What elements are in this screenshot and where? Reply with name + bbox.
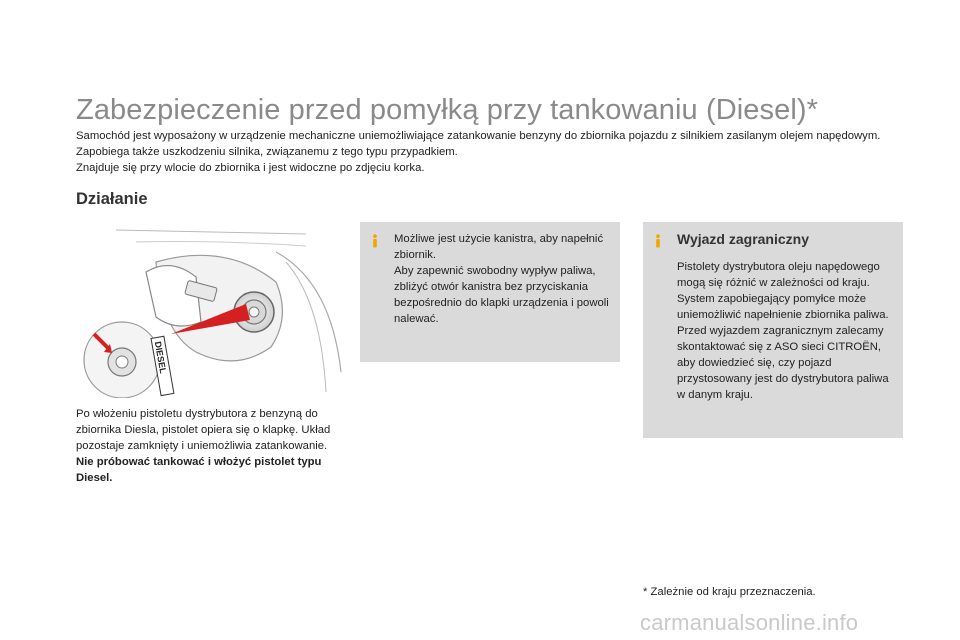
watermark: carmanualsonline.info xyxy=(640,610,859,635)
diesel-label: DIESEL xyxy=(152,340,169,375)
info-box-2-p1: Pistolety dystrybutora oleju napędowego mogą się różnić w zależności od kraju. System zapobiegający pomyłce może uniemożliwić napełnienie zbiornika paliwa. xyxy=(677,261,889,321)
operation-text xyxy=(76,406,356,486)
info-box-travel-abroad xyxy=(643,222,903,438)
fuel-filler-illustration xyxy=(76,222,346,398)
operation-normal: Po włożeniu pistoletu dystrybutora z benzyną do zbiornika Diesla, pistolet opiera się o klapkę. Układ pozostaje zamknięty i uniemożliwia zatankowanie. xyxy=(76,408,331,452)
intro-paragraph-1: Samochód jest wyposażony w urządzenie mechaniczne uniemożliwiające zatankowanie benzyny do zbiornika pojazdu z silnikiem zasilanym olejem napędowym. Zapobiega także uszkodzeniu silnika, związanemu z tego typu przypadkiem. xyxy=(76,130,881,158)
page-title: Zabezpieczenie przed pomyłką przy tankowaniu (Diesel)* xyxy=(76,94,819,126)
section-heading: Działanie xyxy=(76,190,148,208)
intro-text xyxy=(76,128,906,176)
info-box-1-p1: Możliwe jest użycie kanistra, aby napełnić zbiornik. xyxy=(394,233,604,261)
info-box-canister xyxy=(360,222,620,362)
intro-paragraph-2: Znajduje się przy wlocie do zbiornika i jest widoczne po zdjęciu korka. xyxy=(76,162,425,174)
info-icon xyxy=(651,234,665,248)
operation-bold: Nie próbować tankować i włożyć pistolet typu Diesel. xyxy=(76,456,322,484)
info-icon xyxy=(368,234,382,248)
info-box-2-heading: Wyjazd zagraniczny xyxy=(677,231,810,247)
info-box-2-p2: Przed wyjazdem zagranicznym zalecamy skontaktować się z ASO sieci CITROËN, aby dowiedzieć się, czy pojazd przystosowany jest do dystrybutora paliwa w danym kraju. xyxy=(677,325,889,401)
footnote: * Zależnie od kraju przeznaczenia. xyxy=(643,586,816,598)
fuel-filler-drawing xyxy=(76,222,346,398)
info-box-1-p2: Aby zapewnić swobodny wypływ paliwa, zbliżyć otwór kanistra bez przyciskania bezpośrednio do klapki urządzenia i powoli nalewać. xyxy=(394,265,609,325)
